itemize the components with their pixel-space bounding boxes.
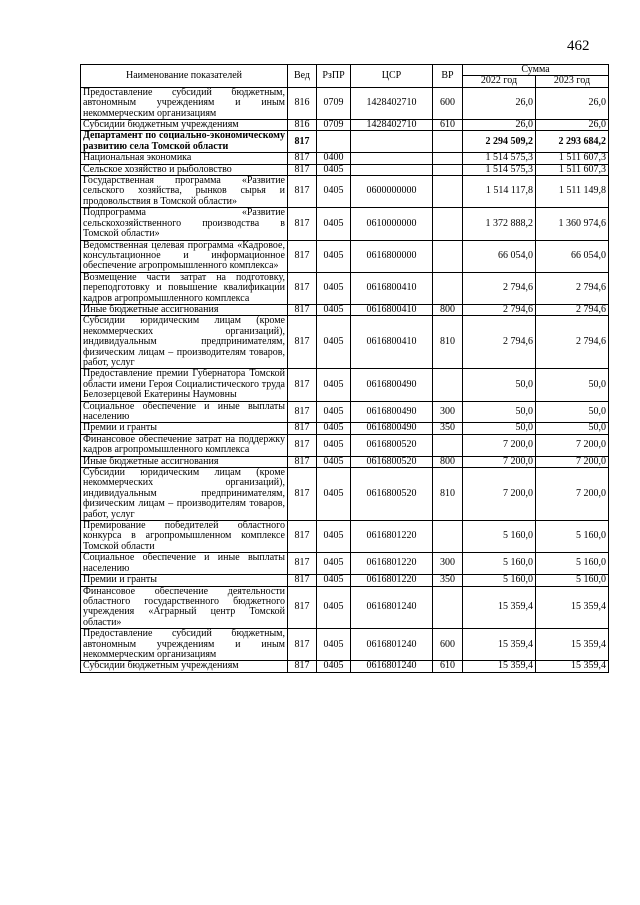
cell-ved: 817 [288, 208, 317, 240]
table-row [81, 434, 609, 456]
table-row [81, 401, 609, 423]
table-row [81, 586, 609, 629]
cell-2023: 5 160,0 [536, 575, 609, 586]
cell-name: Национальная экономика [81, 153, 288, 164]
cell-rzpr: 0405 [317, 434, 351, 456]
cell-rzpr: 0405 [317, 304, 351, 315]
cell-name: Подпрограмма «Развитие сельскохозяйственного производства в Томской области» [81, 208, 288, 240]
cell-csr [351, 153, 433, 164]
cell-vr [433, 521, 463, 553]
cell-csr: 0616800520 [351, 434, 433, 456]
header-year-2022: 2022 год [463, 76, 536, 87]
cell-2022: 2 794,6 [463, 272, 536, 304]
table-row [81, 176, 609, 208]
cell-rzpr: 0405 [317, 423, 351, 434]
header-csr: ЦСР [351, 65, 433, 88]
cell-ved: 817 [288, 304, 317, 315]
cell-2023: 1 511 607,3 [536, 164, 609, 175]
cell-rzpr: 0405 [317, 456, 351, 467]
cell-csr: 0616800490 [351, 423, 433, 434]
cell-2022: 2 794,6 [463, 316, 536, 369]
cell-2022: 26,0 [463, 87, 536, 119]
cell-ved: 816 [288, 87, 317, 119]
cell-ved: 817 [288, 456, 317, 467]
cell-csr: 0616801220 [351, 521, 433, 553]
cell-2023: 26,0 [536, 120, 609, 131]
header-sum: Сумма [463, 65, 609, 76]
cell-vr [433, 240, 463, 272]
cell-2022: 5 160,0 [463, 521, 536, 553]
table-header [81, 65, 609, 88]
cell-ved: 817 [288, 575, 317, 586]
cell-vr [433, 434, 463, 456]
cell-2023: 2 293 684,2 [536, 131, 609, 153]
cell-vr [433, 586, 463, 629]
cell-csr: 0616801240 [351, 629, 433, 661]
cell-name: Государственная программа «Развитие сельского хозяйства, рынков сырья и продовольствия в Томской области» [81, 176, 288, 208]
cell-vr: 600 [433, 87, 463, 119]
cell-2023: 50,0 [536, 423, 609, 434]
cell-2022: 1 514 117,8 [463, 176, 536, 208]
cell-rzpr [317, 131, 351, 153]
table-row [81, 153, 609, 164]
cell-csr: 0616800410 [351, 304, 433, 315]
cell-2022: 15 359,4 [463, 586, 536, 629]
cell-ved: 817 [288, 629, 317, 661]
cell-csr: 0616800410 [351, 316, 433, 369]
cell-2022: 7 200,0 [463, 434, 536, 456]
cell-name: Социальное обеспечение и иные выплаты населению [81, 553, 288, 575]
cell-csr: 0616801240 [351, 586, 433, 629]
cell-name: Иные бюджетные ассигнования [81, 456, 288, 467]
cell-vr [433, 369, 463, 401]
cell-name: Финансовое обеспечение затрат на поддержку кадров агропромышленного комплекса [81, 434, 288, 456]
cell-2022: 1 514 575,3 [463, 164, 536, 175]
cell-vr: 600 [433, 629, 463, 661]
cell-ved: 817 [288, 468, 317, 521]
cell-name: Премии и гранты [81, 575, 288, 586]
cell-2023: 5 160,0 [536, 553, 609, 575]
cell-csr [351, 131, 433, 153]
cell-2022: 7 200,0 [463, 468, 536, 521]
cell-name: Предоставление субсидий бюджетным, автономным учреждениям и иным некоммерческим организациям [81, 629, 288, 661]
cell-2022: 66 054,0 [463, 240, 536, 272]
cell-rzpr: 0405 [317, 176, 351, 208]
cell-ved: 817 [288, 434, 317, 456]
cell-csr: 0616800000 [351, 240, 433, 272]
cell-name: Премии и гранты [81, 423, 288, 434]
cell-ved: 817 [288, 164, 317, 175]
cell-2023: 5 160,0 [536, 521, 609, 553]
cell-2023: 50,0 [536, 401, 609, 423]
cell-2022: 2 794,6 [463, 304, 536, 315]
cell-vr [433, 164, 463, 175]
cell-vr: 350 [433, 575, 463, 586]
cell-ved: 817 [288, 316, 317, 369]
table-row [81, 120, 609, 131]
cell-2023: 26,0 [536, 87, 609, 119]
cell-2023: 50,0 [536, 369, 609, 401]
table-row [81, 240, 609, 272]
cell-2023: 7 200,0 [536, 456, 609, 467]
table-row [81, 208, 609, 240]
table-row [81, 423, 609, 434]
cell-csr: 0616800490 [351, 401, 433, 423]
cell-rzpr: 0405 [317, 401, 351, 423]
header-year-2023: 2023 год [536, 76, 609, 87]
cell-2022: 7 200,0 [463, 456, 536, 467]
cell-rzpr: 0405 [317, 661, 351, 672]
cell-name: Предоставление премии Губернатора Томской области имени Героя Социалистического труда Белозерцевой Екатерины Наумовны [81, 369, 288, 401]
header-ved: Вед [288, 65, 317, 88]
cell-name: Возмещение части затрат на подготовку, переподготовку и повышение квалификации кадров агропромышленного комплекса [81, 272, 288, 304]
cell-ved: 817 [288, 423, 317, 434]
cell-name: Иные бюджетные ассигнования [81, 304, 288, 315]
cell-rzpr: 0405 [317, 521, 351, 553]
cell-2023: 15 359,4 [536, 661, 609, 672]
cell-csr: 0616800410 [351, 272, 433, 304]
cell-2022: 5 160,0 [463, 575, 536, 586]
cell-vr: 800 [433, 456, 463, 467]
cell-name: Субсидии бюджетным учреждениям [81, 661, 288, 672]
cell-rzpr: 0405 [317, 369, 351, 401]
table-row [81, 369, 609, 401]
cell-ved: 817 [288, 153, 317, 164]
table-row [81, 304, 609, 315]
cell-ved: 817 [288, 401, 317, 423]
cell-ved: 817 [288, 586, 317, 629]
cell-name: Социальное обеспечение и иные выплаты населению [81, 401, 288, 423]
cell-2022: 15 359,4 [463, 661, 536, 672]
cell-2023: 66 054,0 [536, 240, 609, 272]
table-row [81, 316, 609, 369]
cell-vr: 800 [433, 304, 463, 315]
table-body [81, 87, 609, 672]
cell-ved: 817 [288, 131, 317, 153]
cell-ved: 816 [288, 120, 317, 131]
cell-ved: 817 [288, 369, 317, 401]
cell-name: Субсидии бюджетным учреждениям [81, 120, 288, 131]
cell-name: Сельское хозяйство и рыболовство [81, 164, 288, 175]
table-row [81, 131, 609, 153]
cell-2023: 2 794,6 [536, 272, 609, 304]
cell-vr [433, 131, 463, 153]
cell-vr: 610 [433, 120, 463, 131]
table-row [81, 661, 609, 672]
table-row [81, 629, 609, 661]
cell-2023: 1 511 149,8 [536, 176, 609, 208]
cell-vr [433, 272, 463, 304]
cell-vr: 810 [433, 316, 463, 369]
header-name: Наименование показателей [81, 65, 288, 88]
table-row [81, 87, 609, 119]
cell-rzpr: 0405 [317, 586, 351, 629]
cell-csr: 1428402710 [351, 120, 433, 131]
cell-2022: 2 294 509,2 [463, 131, 536, 153]
cell-2022: 50,0 [463, 401, 536, 423]
table-row [81, 521, 609, 553]
cell-2023: 1 360 974,6 [536, 208, 609, 240]
header-vr: ВР [433, 65, 463, 88]
cell-rzpr: 0405 [317, 575, 351, 586]
cell-rzpr: 0709 [317, 120, 351, 131]
cell-2022: 50,0 [463, 423, 536, 434]
cell-csr [351, 164, 433, 175]
cell-vr: 610 [433, 661, 463, 672]
cell-rzpr: 0405 [317, 553, 351, 575]
cell-csr: 0616800520 [351, 456, 433, 467]
cell-2023: 7 200,0 [536, 434, 609, 456]
cell-ved: 817 [288, 661, 317, 672]
cell-2023: 15 359,4 [536, 629, 609, 661]
budget-table [80, 64, 609, 673]
cell-csr: 0616801220 [351, 575, 433, 586]
cell-ved: 817 [288, 176, 317, 208]
cell-rzpr: 0400 [317, 153, 351, 164]
cell-rzpr: 0405 [317, 240, 351, 272]
cell-2022: 15 359,4 [463, 629, 536, 661]
cell-csr: 0616801220 [351, 553, 433, 575]
cell-name: Премирование победителей областного конкурса в агропромышленном комплексе Томской области [81, 521, 288, 553]
cell-rzpr: 0405 [317, 316, 351, 369]
cell-rzpr: 0405 [317, 272, 351, 304]
cell-vr [433, 208, 463, 240]
table-row [81, 456, 609, 467]
cell-vr: 810 [433, 468, 463, 521]
cell-vr: 300 [433, 553, 463, 575]
cell-csr: 0616800520 [351, 468, 433, 521]
cell-2022: 26,0 [463, 120, 536, 131]
cell-2022: 50,0 [463, 369, 536, 401]
cell-name: Субсидии юридическим лицам (кроме некоммерческих организаций), индивидуальным предпринимателям, физическим лицам – производителям товаров, работ, услуг [81, 468, 288, 521]
page-number: 462 [567, 38, 590, 54]
table-row [81, 272, 609, 304]
table-row [81, 164, 609, 175]
cell-rzpr: 0709 [317, 87, 351, 119]
cell-csr: 0610000000 [351, 208, 433, 240]
cell-vr [433, 153, 463, 164]
cell-rzpr: 0405 [317, 164, 351, 175]
cell-rzpr: 0405 [317, 208, 351, 240]
table-row [81, 468, 609, 521]
cell-vr: 350 [433, 423, 463, 434]
cell-2023: 1 511 607,3 [536, 153, 609, 164]
cell-name: Субсидии юридическим лицам (кроме некоммерческих организаций), индивидуальным предпринимателям, физическим лицам – производителям товаров, работ, услуг [81, 316, 288, 369]
cell-ved: 817 [288, 521, 317, 553]
cell-2023: 7 200,0 [536, 468, 609, 521]
cell-name: Департамент по социально-экономическому развитию села Томской области [81, 131, 288, 153]
cell-rzpr: 0405 [317, 468, 351, 521]
cell-2022: 1 514 575,3 [463, 153, 536, 164]
cell-rzpr: 0405 [317, 629, 351, 661]
cell-2023: 2 794,6 [536, 304, 609, 315]
cell-name: Ведомственная целевая программа «Кадровое, консультационное и информационное обеспечение агропромышленного комплекса» [81, 240, 288, 272]
cell-ved: 817 [288, 553, 317, 575]
cell-csr: 0616800490 [351, 369, 433, 401]
cell-2023: 15 359,4 [536, 586, 609, 629]
header-rzpr: РзПР [317, 65, 351, 88]
cell-csr: 0616801240 [351, 661, 433, 672]
table-row [81, 553, 609, 575]
table-row [81, 575, 609, 586]
cell-name: Предоставление субсидий бюджетным, автономным учреждениям и иным некоммерческим организациям [81, 87, 288, 119]
cell-name: Финансовое обеспечение деятельности областного государственного бюджетного учреждения «Аграрный центр Томской области» [81, 586, 288, 629]
cell-2023: 2 794,6 [536, 316, 609, 369]
cell-2022: 1 372 888,2 [463, 208, 536, 240]
cell-csr: 0600000000 [351, 176, 433, 208]
cell-ved: 817 [288, 272, 317, 304]
cell-vr: 300 [433, 401, 463, 423]
cell-vr [433, 176, 463, 208]
cell-csr: 1428402710 [351, 87, 433, 119]
cell-2022: 5 160,0 [463, 553, 536, 575]
cell-ved: 817 [288, 240, 317, 272]
